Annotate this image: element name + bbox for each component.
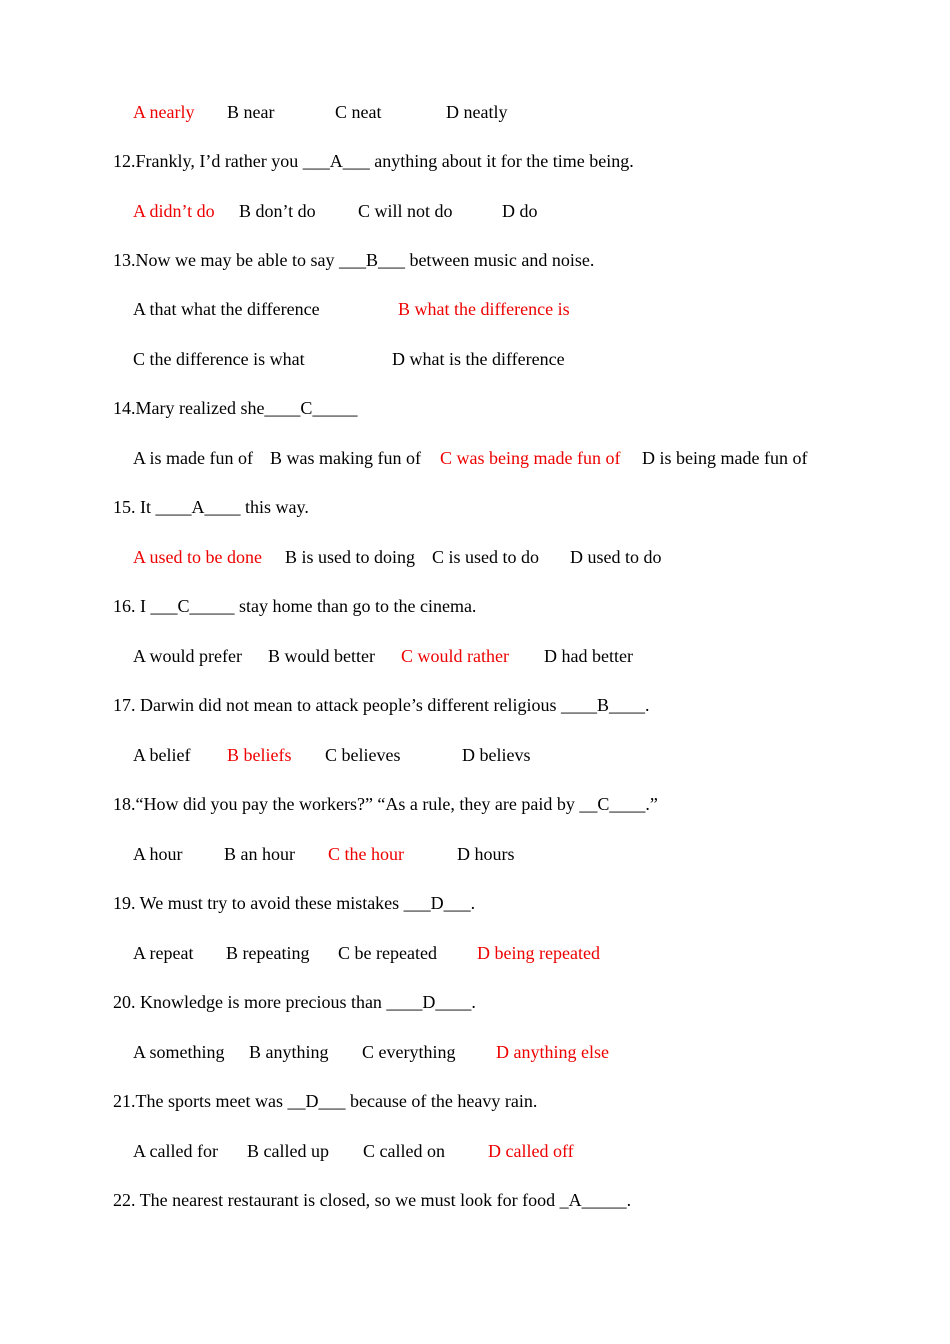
q13-options-row1	[0, 298, 570, 320]
q21-stem: 21.The sports meet was __D___ because of the heavy rain.	[113, 1091, 538, 1111]
q14-option-d: D is being made fun of	[642, 448, 808, 468]
q19-option-a: A repeat	[133, 943, 194, 963]
q21-option-d: D called off	[488, 1141, 574, 1161]
q18-stem: 18.“How did you pay the workers?” “As a rule, they are paid by __C____.”	[113, 794, 658, 814]
q15-option-b: B is used to doing	[285, 547, 416, 567]
q13-option-a: A that what the difference	[133, 299, 320, 319]
q21-options	[0, 1140, 574, 1162]
q16-options	[0, 645, 633, 667]
q20-option-d: D anything else	[496, 1042, 609, 1062]
q20-option-a: A something	[133, 1042, 225, 1062]
q22-stem: 22. The nearest restaurant is closed, so we must look for food _A_____.	[113, 1190, 632, 1210]
q13-option-c: C the difference is what	[133, 349, 305, 369]
q12-option-a: A didn’t do	[133, 201, 215, 221]
q15-options	[0, 546, 662, 568]
q13-options-row2	[0, 348, 565, 370]
q14-option-b: B was making fun of	[270, 448, 421, 468]
q17-option-d: D believs	[462, 745, 531, 765]
q18-option-a: A hour	[133, 844, 183, 864]
q19-option-d: D being repeated	[477, 943, 600, 963]
q12-option-d: D do	[502, 201, 538, 221]
q16-option-c: C would rather	[401, 646, 509, 666]
q14-stem: 14.Mary realized she____C_____	[113, 398, 358, 418]
q13-option-b: B what the difference is	[398, 299, 570, 319]
q19-option-c: C be repeated	[338, 943, 437, 963]
q11-option-b: B near	[227, 102, 275, 122]
q18-options	[0, 843, 515, 865]
q21-option-b: B called up	[247, 1141, 329, 1161]
q20-options	[0, 1041, 609, 1063]
q12-option-b: B don’t do	[239, 201, 316, 221]
q13-stem: 13.Now we may be able to say ___B___ between music and noise.	[113, 250, 595, 270]
q19-options	[0, 942, 600, 964]
q21-option-c: C called on	[363, 1141, 445, 1161]
q20-option-b: B anything	[249, 1042, 329, 1062]
q15-stem: 15. It ____A____ this way.	[113, 497, 309, 517]
q16-option-d: D had better	[544, 646, 633, 666]
q18-option-b: B an hour	[224, 844, 295, 864]
q16-stem: 16. I ___C_____ stay home than go to the cinema.	[113, 596, 477, 616]
q11-option-c: C neat	[335, 102, 382, 122]
q16-option-b: B would better	[268, 646, 375, 666]
q14-option-c: C was being made fun of	[440, 448, 621, 468]
q20-option-c: C everything	[362, 1042, 456, 1062]
q17-option-a: A belief	[133, 745, 191, 765]
q14-options	[0, 447, 808, 469]
q13-option-d: D what is the difference	[392, 349, 565, 369]
q11-options	[0, 101, 508, 123]
q11-option-a: A nearly	[133, 102, 195, 122]
q12-option-c: C will not do	[358, 201, 453, 221]
q15-option-c: C is used to do	[432, 547, 540, 567]
q17-option-b: B beliefs	[227, 745, 292, 765]
q12-options	[0, 200, 538, 222]
q12-stem: 12.Frankly, I’d rather you ___A___ anything about it for the time being.	[113, 151, 634, 171]
q11-option-d: D neatly	[446, 102, 508, 122]
q16-option-a: A would prefer	[133, 646, 242, 666]
q14-option-a: A is made fun of	[133, 448, 253, 468]
q21-option-a: A called for	[133, 1141, 218, 1161]
q19-option-b: B repeating	[226, 943, 310, 963]
q17-options	[0, 744, 531, 766]
q19-stem: 19. We must try to avoid these mistakes ___D___.	[113, 893, 476, 913]
q20-stem: 20. Knowledge is more precious than ____D____.	[113, 992, 476, 1012]
q15-option-a: A used to be done	[133, 547, 262, 567]
q17-option-c: C believes	[325, 745, 401, 765]
q18-option-d: D hours	[457, 844, 515, 864]
q17-stem: 17. Darwin did not mean to attack people’s different religious ____B____.	[113, 695, 650, 715]
q18-option-c: C the hour	[328, 844, 404, 864]
q15-option-d: D used to do	[570, 547, 662, 567]
